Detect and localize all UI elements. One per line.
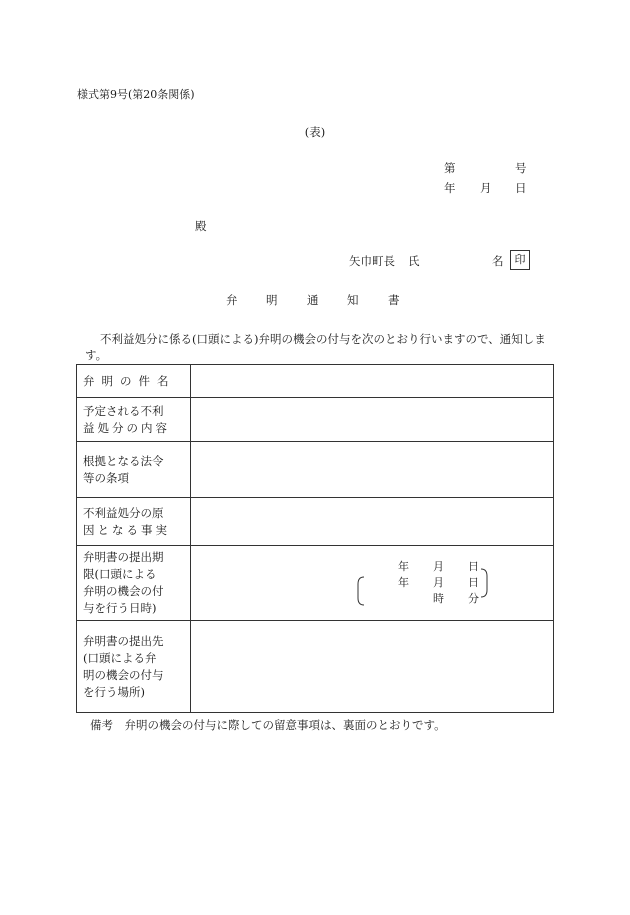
- table-row: [77, 546, 554, 621]
- right-bracket-icon: [480, 568, 488, 598]
- deadline-minute: 分: [468, 592, 479, 605]
- label-line: 益処分の内容: [83, 420, 170, 435]
- date-year: 年: [444, 181, 456, 195]
- intro-text: 不利益処分に係る(口頭による)弁明の機会の付与を次のとおり行いますので、通知します。: [85, 332, 546, 362]
- label-line: 弁明書の提出先: [83, 633, 164, 648]
- table-row: [77, 398, 554, 442]
- side-indicator: (表): [304, 125, 326, 139]
- deadline-year-2: 年: [398, 576, 409, 589]
- form-number: 様式第9号(第20条関係): [77, 88, 195, 101]
- label-line: 弁明書の提出期: [83, 550, 164, 564]
- table-row: [77, 442, 554, 498]
- table-row: [77, 365, 554, 398]
- label-line: 因となる事実: [83, 522, 170, 537]
- row-label: [77, 398, 191, 442]
- notice-table: [76, 364, 554, 713]
- doc-title-char-3: 通: [307, 293, 319, 307]
- ref-go: 号: [515, 161, 527, 175]
- left-bracket-icon: [357, 576, 365, 606]
- deadline-hour: 時: [433, 592, 444, 605]
- row-label: [77, 546, 191, 621]
- date-month: 月: [480, 181, 492, 195]
- issuer-shi: 氏: [408, 254, 420, 268]
- remark-text: 備考 弁明の機会の付与に際しての留意事項は、裏面のとおりです。: [90, 718, 446, 732]
- table-row: [77, 621, 554, 713]
- deadline-cell[interactable]: [191, 546, 554, 621]
- label-line: (口頭による弁: [83, 650, 157, 665]
- label-line: 弁明の件名: [83, 373, 176, 388]
- label-line: 根拠となる法令: [83, 453, 164, 468]
- doc-title-char-4: 知: [347, 293, 359, 307]
- table-row: [77, 498, 554, 546]
- row-value-cell[interactable]: [191, 365, 554, 398]
- label-line: 与を行う日時): [83, 601, 157, 615]
- deadline-month-2: 月: [433, 576, 444, 589]
- date-day: 日: [515, 181, 527, 195]
- row-label: [77, 442, 191, 498]
- row-value-cell[interactable]: [191, 621, 554, 713]
- deadline-month-1: 月: [433, 560, 444, 573]
- ref-dai: 第: [444, 161, 456, 175]
- doc-title-char-1: 弁: [226, 293, 238, 307]
- addressee-suffix: 殿: [195, 219, 207, 233]
- label-line: 弁明の機会の付: [83, 584, 164, 598]
- label-line: を行う場所): [83, 684, 145, 699]
- row-value-cell[interactable]: [191, 398, 554, 442]
- row-value-cell[interactable]: [191, 498, 554, 546]
- label-line: 等の条項: [83, 470, 129, 485]
- row-label: [77, 621, 191, 713]
- label-line: 予定される不利: [83, 403, 164, 418]
- deadline-day-1: 日: [468, 560, 479, 573]
- label-line: 明の機会の付与: [83, 667, 164, 682]
- row-label: [77, 365, 191, 398]
- doc-title-char-5: 書: [388, 293, 400, 307]
- seal-mark: 印: [510, 250, 530, 270]
- issuer-title: 矢巾町長: [349, 254, 395, 268]
- doc-title-char-2: 明: [266, 293, 278, 307]
- row-label: [77, 498, 191, 546]
- label-line: 限(口頭による: [83, 567, 157, 581]
- deadline-day-2: 日: [468, 576, 479, 589]
- label-line: 不利益処分の原: [83, 505, 164, 520]
- deadline-year-1: 年: [398, 560, 409, 573]
- row-value-cell[interactable]: [191, 442, 554, 498]
- issuer-mei: 名: [492, 254, 504, 268]
